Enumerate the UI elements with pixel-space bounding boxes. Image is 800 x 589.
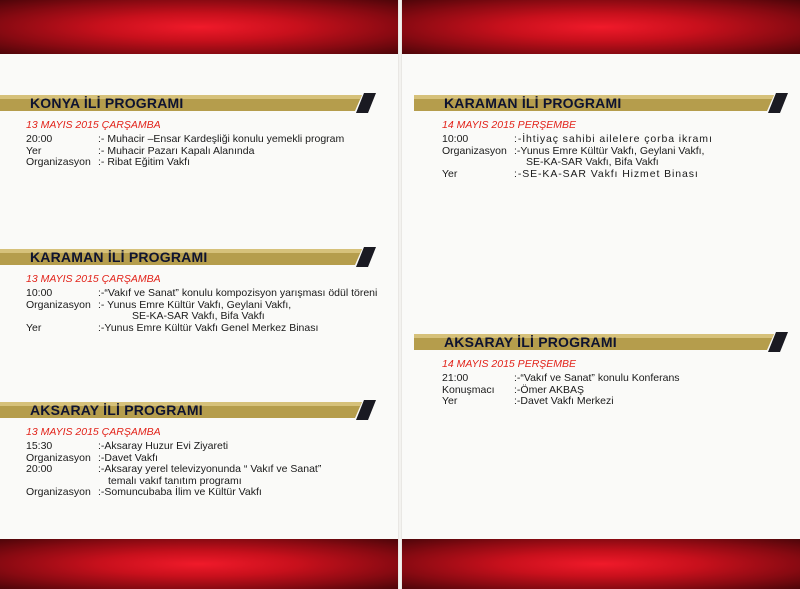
program-row: Yer :-Yunus Emre Kültür Vakfı Genel Merkez Binası [26, 321, 319, 334]
section-banner [402, 93, 800, 113]
page-fold [398, 0, 402, 589]
section-aksaray-14 [402, 332, 800, 408]
program-row-continuation: SE-KA-SAR Vakfı, Bifa Vakfı [526, 156, 659, 168]
section-title: AKSARAY İLİ PROGRAMI [444, 334, 617, 350]
section-date: 14 MAYIS 2015 PERŞEMBE [442, 119, 577, 131]
program-row-continuation: SE-KA-SAR Vakfı, Bifa Vakfı [132, 310, 265, 322]
section-banner [0, 247, 398, 267]
section-karaman-14 [402, 93, 800, 180]
program-row: 10:00 :-“Vakıf ve Sanat” konulu kompozisyon yarışması ödül töreni [26, 287, 378, 299]
section-aksaray-13 [0, 400, 398, 499]
program-rows [26, 288, 398, 334]
section-title: KARAMAN İLİ PROGRAMI [444, 95, 622, 111]
program-row: Yer :- Muhacir Pazarı Kapalı Alanında [26, 144, 255, 157]
top-red-band-left [0, 0, 398, 54]
program-row: Konuşmacı :-Ömer AKBAŞ [442, 383, 585, 396]
program-rows [442, 134, 800, 180]
section-banner [402, 332, 800, 352]
program-row: 15:30 :-Aksaray Huzur Evi Ziyareti [26, 440, 229, 452]
section-banner [0, 400, 398, 420]
section-title: AKSARAY İLİ PROGRAMI [30, 402, 203, 418]
program-row: 20:00 :- Muhacir –Ensar Kardeşliği konulu yemekli program [26, 133, 345, 145]
section-date: 14 MAYIS 2015 PERŞEMBE [442, 358, 577, 370]
program-row: 20:00 :-Aksaray yerel televizyonunda “ Vakıf ve Sanat” [26, 463, 322, 475]
program-row: Organizasyon :- Ribat Eğitim Vakfı [26, 156, 190, 168]
top-red-band-right [402, 0, 800, 54]
section-date: 13 MAYIS 2015 ÇARŞAMBA [26, 273, 161, 285]
section-title: KARAMAN İLİ PROGRAMI [30, 249, 208, 265]
program-row: 10:00 :-İhtiyaç sahibi ailelere çorba ikramı [442, 133, 713, 145]
section-date: 13 MAYIS 2015 ÇARŞAMBA [26, 119, 161, 131]
bottom-red-band-left [0, 539, 398, 589]
program-rows [26, 441, 398, 499]
program-rows [442, 373, 800, 408]
bottom-red-band-right [402, 539, 800, 589]
program-row-continuation: temalı vakıf tanıtım programı [108, 474, 242, 487]
section-banner [0, 93, 398, 113]
section-konya [0, 93, 398, 169]
section-karaman-13 [0, 247, 398, 334]
program-row: Organizasyon :-Somuncubaba İlim ve Kültür Vakfı [26, 486, 262, 498]
program-rows [26, 134, 398, 169]
program-row: Yer :-Davet Vakfı Merkezi [442, 395, 614, 407]
program-row: Organizasyon :- Yunus Emre Kültür Vakfı, Geylani Vakfı, [26, 298, 292, 311]
right-page [400, 0, 800, 589]
program-row: 21:00 :-“Vakıf ve Sanat” konulu Konferans [442, 372, 680, 384]
program-row: Organizasyon :-Davet Vakfı [26, 451, 158, 464]
program-row: Organizasyon :-Yunus Emre Kültür Vakfı, Geylani Vakfı, [442, 144, 705, 157]
section-date: 13 MAYIS 2015 ÇARŞAMBA [26, 426, 161, 438]
section-title: KONYA İLİ PROGRAMI [30, 95, 184, 111]
program-row: Yer :-SE-KA-SAR Vakfı Hizmet Binası [442, 167, 699, 180]
